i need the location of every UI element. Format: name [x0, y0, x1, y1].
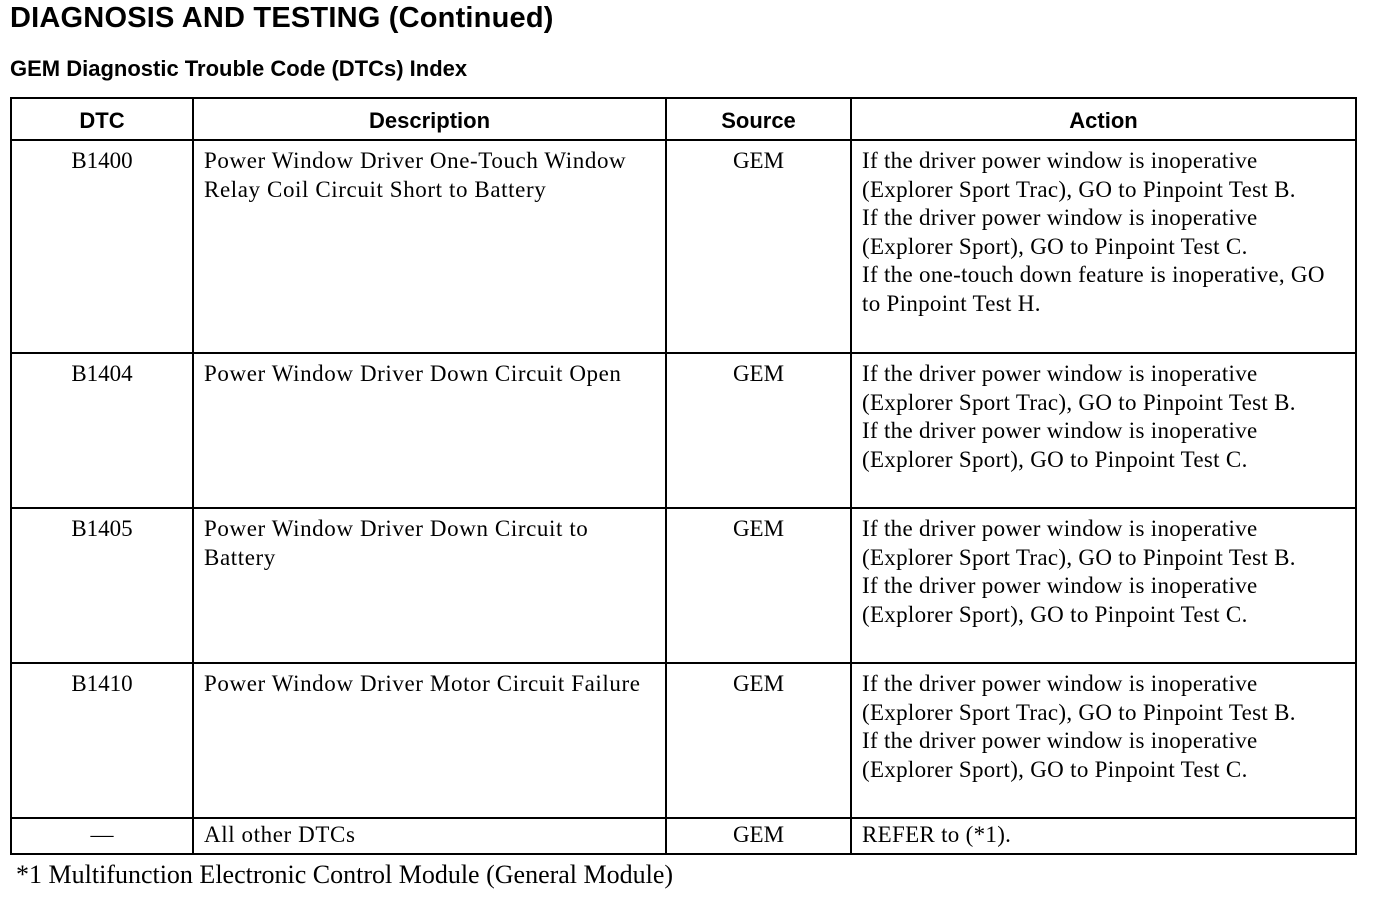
column-header-dtc: DTC	[11, 98, 193, 140]
column-header-description: Description	[193, 98, 666, 140]
dtc-source: GEM	[666, 353, 851, 508]
table-header-row	[11, 98, 1356, 140]
table-row	[11, 508, 1356, 663]
dtc-source: GEM	[666, 663, 851, 818]
dtc-code: B1405	[11, 508, 193, 663]
dtc-code: B1404	[11, 353, 193, 508]
dtc-description: Power Window Driver Down Circuit to Battery	[193, 508, 666, 663]
dtc-description: Power Window Driver One-Touch Window Relay Coil Circuit Short to Battery	[193, 140, 666, 353]
dtc-index-table	[10, 97, 1357, 855]
action-step: If the driver power window is inoperative (Explorer Sport Trac), GO to Pinpoint Test B.	[862, 148, 1296, 202]
action-step: If the driver power window is inoperative (Explorer Sport), GO to Pinpoint Test C.	[862, 728, 1258, 782]
dtc-code: —	[11, 818, 193, 854]
page-title: DIAGNOSIS AND TESTING (Continued)	[10, 2, 554, 34]
dtc-action	[851, 508, 1356, 663]
dtc-description: All other DTCs	[193, 818, 666, 854]
dtc-source: GEM	[666, 140, 851, 353]
dtc-source: GEM	[666, 818, 851, 854]
dtc-code: B1410	[11, 663, 193, 818]
column-header-source: Source	[666, 98, 851, 140]
table-row	[11, 818, 1356, 854]
dtc-code: B1400	[11, 140, 193, 353]
action-step: If the driver power window is inoperative (Explorer Sport), GO to Pinpoint Test C.	[862, 205, 1258, 259]
action-step: If the driver power window is inoperative (Explorer Sport Trac), GO to Pinpoint Test B.	[862, 671, 1296, 725]
dtc-action	[851, 353, 1356, 508]
action-step: If the driver power window is inoperative (Explorer Sport Trac), GO to Pinpoint Test B.	[862, 516, 1296, 570]
section-title: GEM Diagnostic Trouble Code (DTCs) Index	[10, 56, 468, 81]
footnote: *1 Multifunction Electronic Control Module (General Module)	[16, 860, 674, 889]
table-row	[11, 140, 1356, 353]
dtc-description: Power Window Driver Down Circuit Open	[193, 353, 666, 508]
action-step: If the driver power window is inoperative (Explorer Sport), GO to Pinpoint Test C.	[862, 418, 1258, 472]
action-step: If the driver power window is inoperative (Explorer Sport Trac), GO to Pinpoint Test B.	[862, 361, 1296, 415]
column-header-action: Action	[851, 98, 1356, 140]
dtc-action	[851, 818, 1356, 854]
action-step: If the driver power window is inoperative (Explorer Sport), GO to Pinpoint Test C.	[862, 573, 1258, 627]
dtc-action	[851, 140, 1356, 353]
action-step: If the one-touch down feature is inoperative, GO to Pinpoint Test H.	[862, 262, 1325, 316]
dtc-action	[851, 663, 1356, 818]
dtc-description: Power Window Driver Motor Circuit Failure	[193, 663, 666, 818]
dtc-source: GEM	[666, 508, 851, 663]
action-step: REFER to (*1).	[862, 822, 1012, 847]
table-row	[11, 663, 1356, 818]
table-row	[11, 353, 1356, 508]
